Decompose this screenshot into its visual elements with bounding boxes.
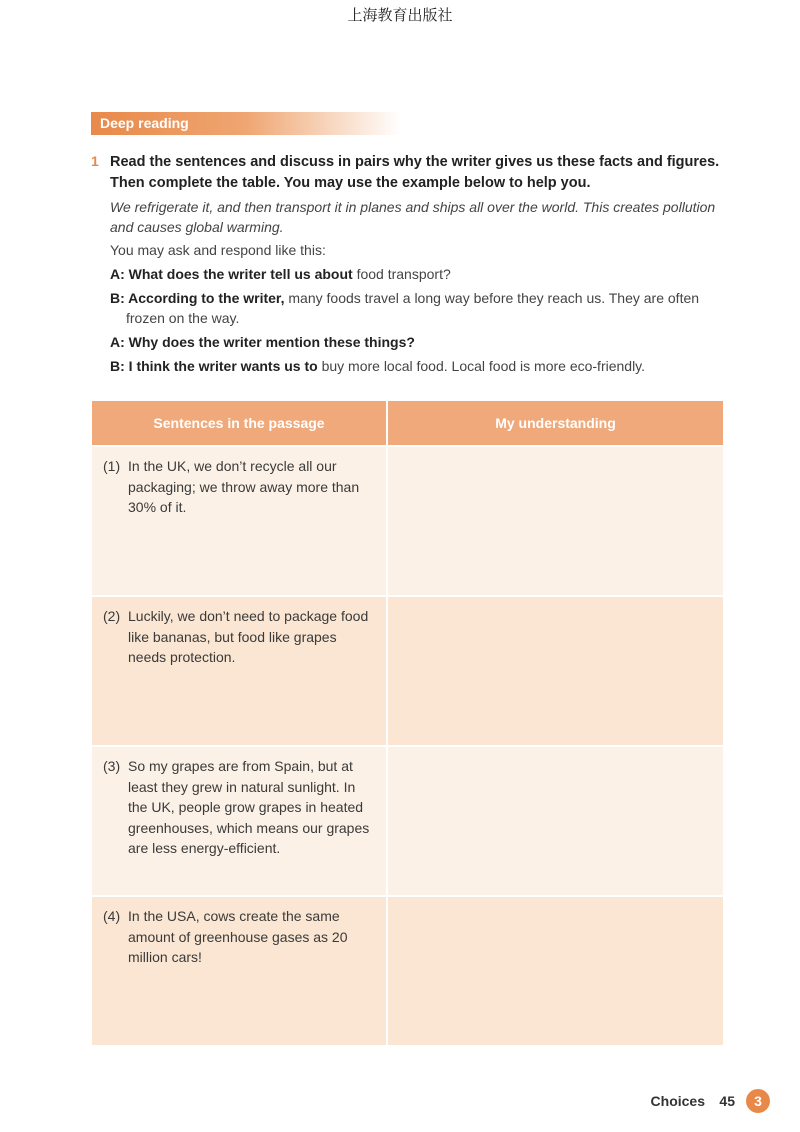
sentence-text: Luckily, we don’t need to package food like bananas, but food like grapes needs protection. xyxy=(128,608,369,665)
dialog-response: food transport? xyxy=(352,266,451,282)
publisher-name: 上海教育出版社 xyxy=(347,6,453,24)
page-number: 45 xyxy=(719,1093,735,1109)
dialog-speaker-phrase: B: According to the writer, xyxy=(110,290,285,306)
dialog-line xyxy=(110,356,731,376)
row-number: (4) xyxy=(103,908,121,924)
section-title: Deep reading xyxy=(91,112,401,135)
understanding-answer-cell[interactable] xyxy=(387,746,723,896)
understanding-answer-cell[interactable] xyxy=(387,596,723,746)
task-prompt: You may ask and respond like this: xyxy=(110,242,326,258)
row-number: (2) xyxy=(103,608,121,624)
dialog-response: buy more local food. Local food is more eco-friendly. xyxy=(317,358,646,374)
row-number: (3) xyxy=(103,758,121,774)
task-instruction: Read the sentences and discuss in pairs why the writer gives us these facts and figures. Then complete the table. You may use the example below to help you. xyxy=(110,154,720,191)
dialog-speaker-phrase: A: Why does the writer mention these things? xyxy=(110,334,415,350)
understanding-answer-cell[interactable] xyxy=(387,896,723,1045)
page-footer xyxy=(600,1089,780,1115)
dialog-speaker-phrase: B: I think the writer wants us to xyxy=(110,358,318,374)
table-row xyxy=(92,896,723,1045)
table-row xyxy=(92,746,723,896)
dialog-speaker-phrase: A: What does the writer tell us about xyxy=(110,266,353,282)
task-body xyxy=(110,152,731,376)
task-number: 1 xyxy=(91,153,99,169)
sentence-text: So my grapes are from Spain, but at least they grew in natural sunlight. In the UK, people grow grapes in heated greenhouses, which means our grapes are less energy-efficient. xyxy=(128,758,370,856)
unit-number-badge: 3 xyxy=(746,1089,770,1113)
row-number: (1) xyxy=(103,458,121,474)
sentence-text: In the UK, we don’t recycle all our packaging; we throw away more than 30% of it. xyxy=(128,458,360,515)
table-row xyxy=(92,446,723,596)
sentence-cell xyxy=(92,446,387,596)
unit-title: Choices xyxy=(650,1093,705,1109)
understanding-answer-cell[interactable] xyxy=(387,446,723,596)
column-header-understanding: My understanding xyxy=(387,401,723,446)
understanding-table xyxy=(92,401,723,1045)
table-row xyxy=(92,596,723,746)
sentence-cell xyxy=(92,896,387,1045)
sentence-text: In the USA, cows create the same amount of greenhouse gases as 20 million cars! xyxy=(128,908,348,965)
sentence-cell xyxy=(92,596,387,746)
dialog-line xyxy=(110,332,731,352)
dialog-response: many foods travel a long way before they reach us. They are often frozen on the way. xyxy=(126,290,700,326)
dialog-line xyxy=(110,288,731,328)
task-example: We refrigerate it, and then transport it in planes and ships all over the world. This creates pollution and causes global warming. xyxy=(110,199,716,235)
dialog-line xyxy=(110,264,731,284)
task-block xyxy=(91,152,731,376)
column-header-sentences: Sentences in the passage xyxy=(92,401,387,446)
sentence-cell xyxy=(92,746,387,896)
